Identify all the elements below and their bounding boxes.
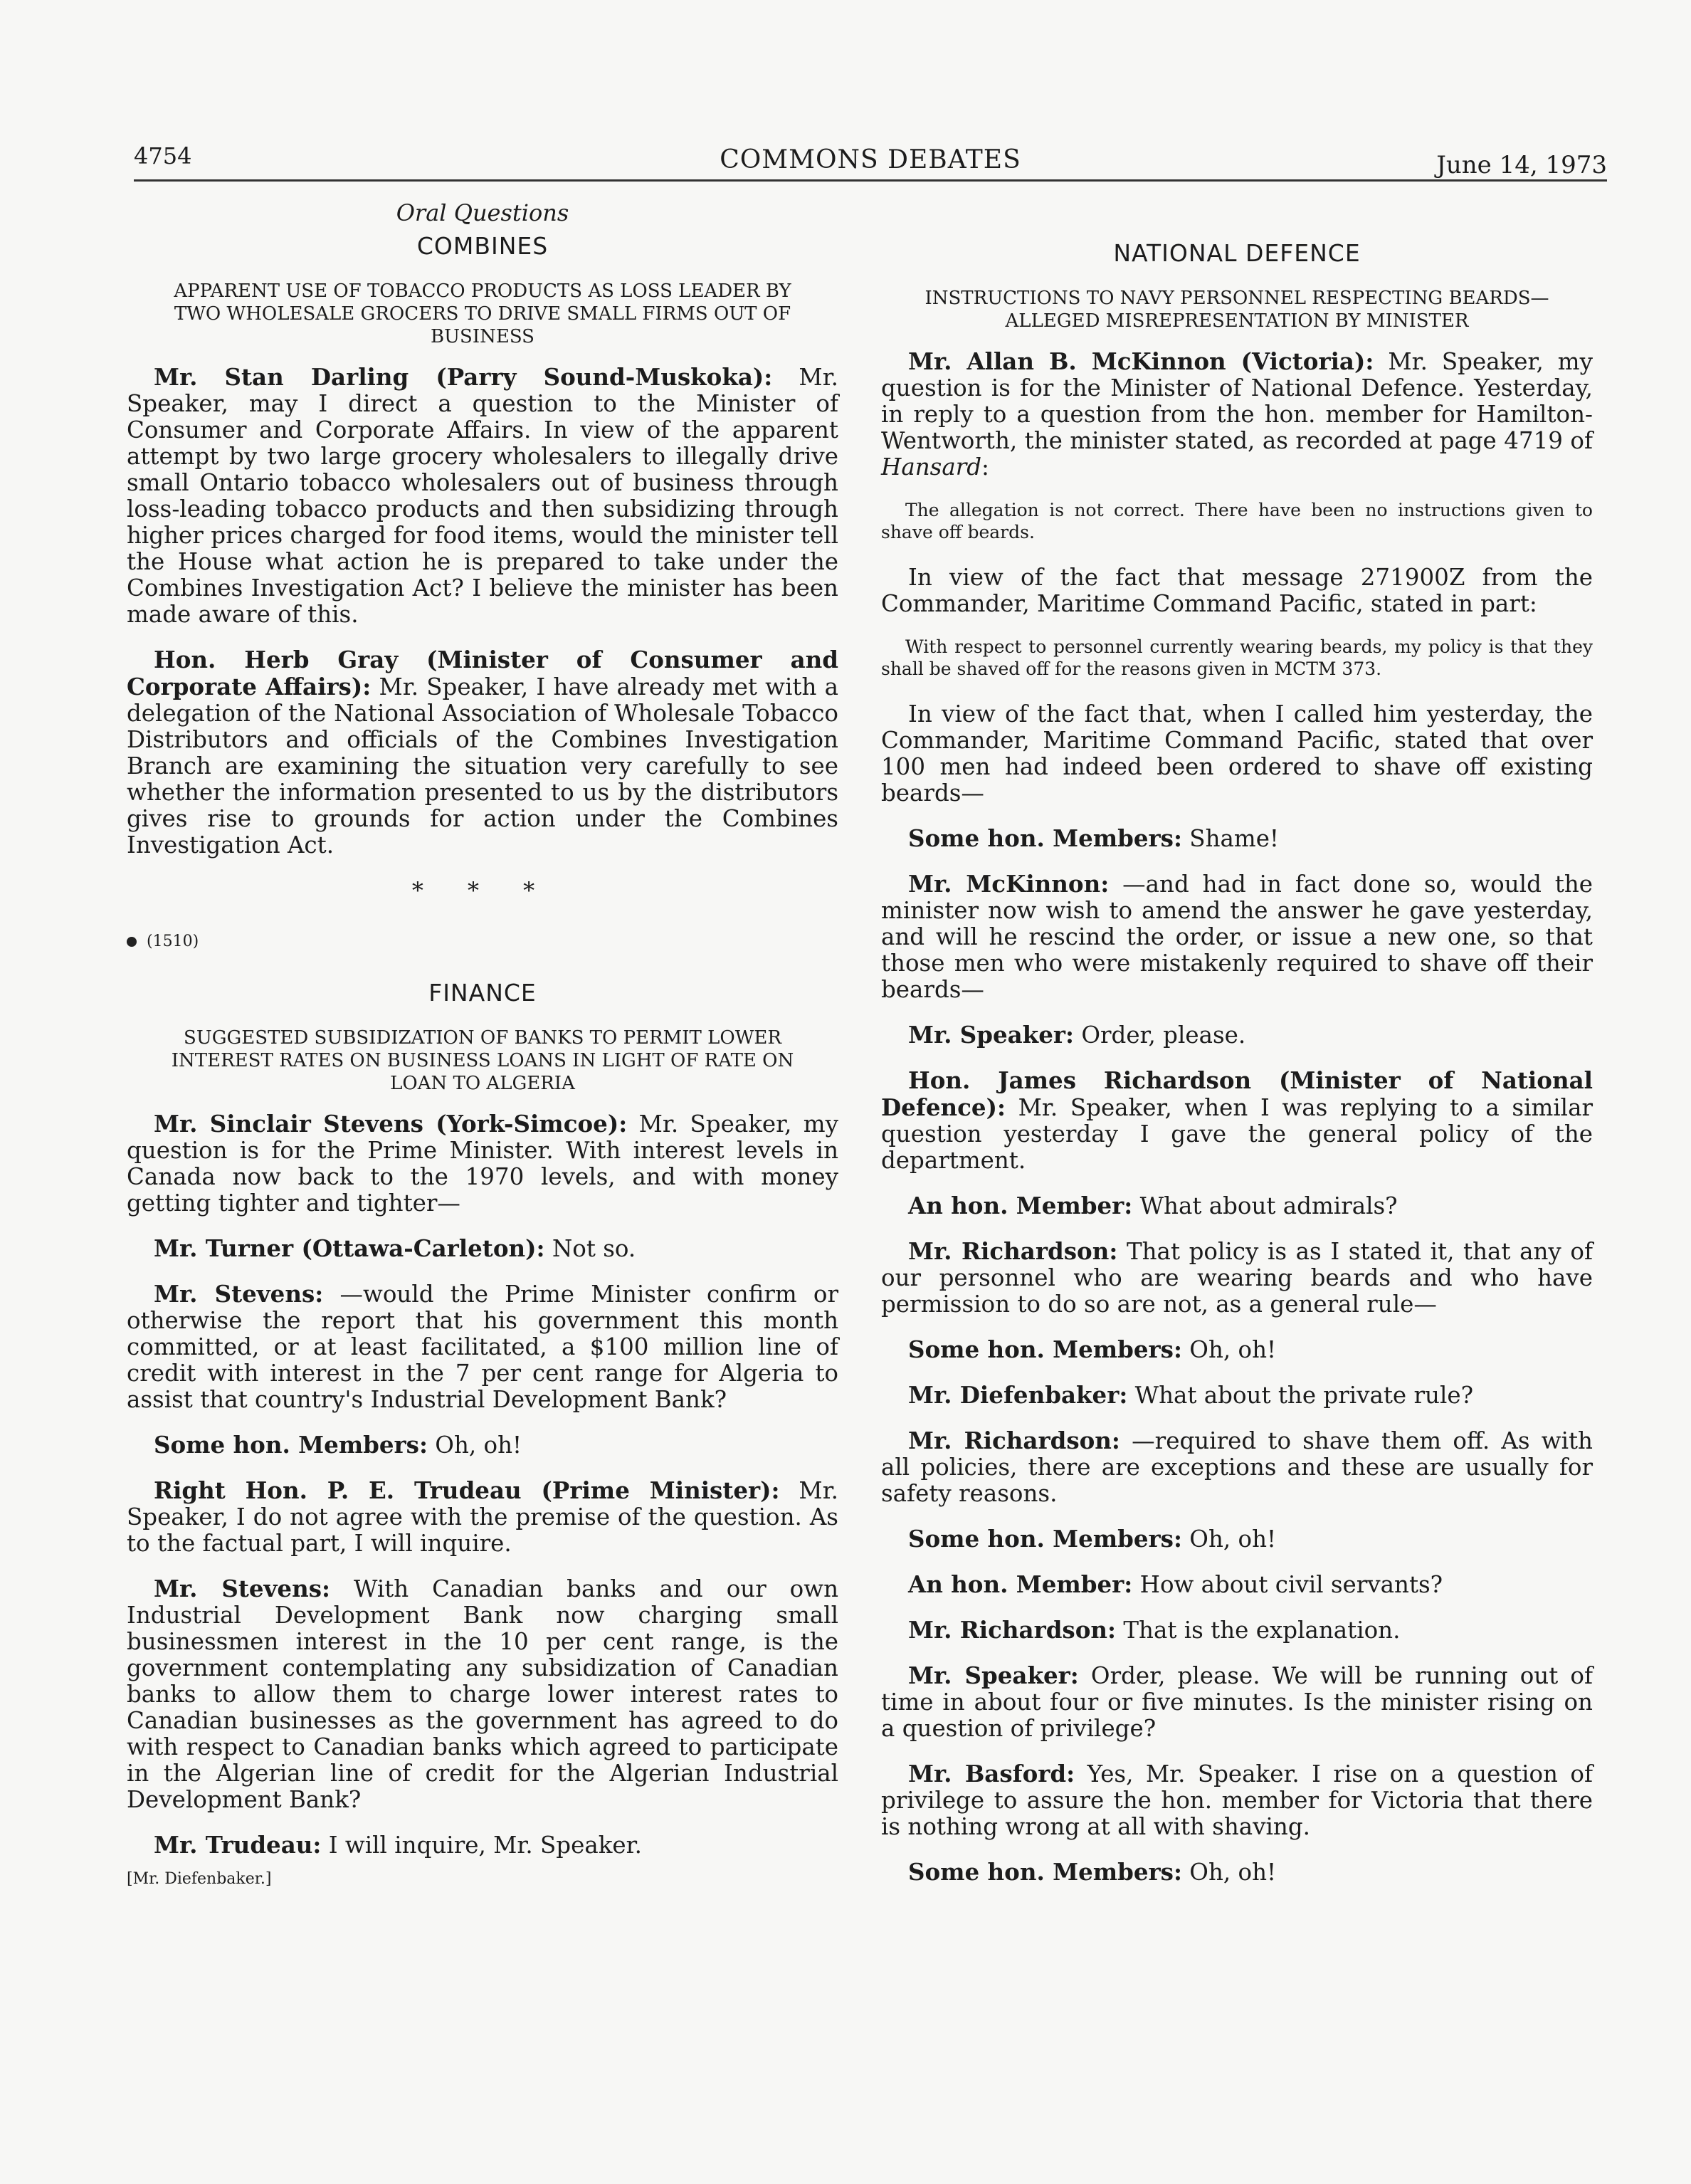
paragraph	[881, 1859, 1593, 1886]
paragraph	[127, 1575, 838, 1813]
paragraph	[127, 364, 838, 628]
speech-text: Yes, Mr. Speaker. I rise on a question of privilege to assure the hon. member for Victoria that there is nothing wrong at all with shaving.	[881, 1760, 1593, 1840]
speaker-name: Some hon. Members:	[908, 824, 1182, 852]
publication-date: June 14, 1973	[1436, 151, 1607, 179]
speaker-name: Mr. Turner (Ottawa-Carleton):	[154, 1234, 545, 1262]
speaker-name: Mr. Trudeau:	[154, 1831, 322, 1859]
paragraph	[127, 1832, 838, 1859]
speaker-name: Some hon. Members:	[908, 1335, 1182, 1363]
paragraph	[881, 1617, 1593, 1644]
speech-text: Mr. Speaker, I have already met with a delegation of the National Association of Wholesale Tobacco Distributors and officials of the Combines Investigation Branch are examining the situation very carefully to see whether the information presented to us by the distributors gives rise to grounds for action under the Combines Investigation Act.	[127, 673, 838, 859]
speech-text: Mr. Speaker, I do not agree with the premise of the question. As to the factual part, I will inquire.	[127, 1477, 838, 1557]
speaker-name: Mr. Richardson:	[908, 1427, 1120, 1454]
speaker-name: Some hon. Members:	[908, 1858, 1182, 1886]
paragraph	[127, 1235, 838, 1262]
combines-subheading: APPARENT USE OF TOBACCO PRODUCTS AS LOSS LEADER BY TWO WHOLESALE GROCERS TO DRIVE SMALL FIRMS OUT OF BUSINESS	[174, 280, 791, 347]
speech-text: —and had in fact done so, would the minister now wish to amend the answer he gave yesterday, and will he rescind the order, or issue a new one, so that those men who were mistakenly required to shave off their beards—	[881, 871, 1593, 1003]
section-label: Oral Questions	[396, 199, 569, 226]
paragraph	[127, 1432, 838, 1459]
block-quote: With respect to personnel currently wearing beards, my policy is that they shall be shaved off for the reasons given in MCTM 373.	[881, 636, 1593, 679]
paragraph	[881, 1526, 1593, 1553]
paragraph	[127, 646, 838, 859]
page-number: 4754	[134, 142, 192, 169]
speech-text: That policy is as I stated it, that any of our personnel who are wearing beards and who have permission to do so are not, as a general rule—	[881, 1238, 1593, 1318]
page-header	[134, 142, 1607, 182]
speaker-name: Right Hon. P. E. Trudeau (Prime Minister):	[154, 1476, 780, 1504]
paragraph	[881, 1192, 1593, 1219]
section-separator: * * *	[411, 877, 554, 904]
speech-text: How about civil servants?	[1132, 1571, 1443, 1598]
paragraph	[127, 1281, 838, 1413]
paragraph	[881, 825, 1593, 852]
speech-text: Shame!	[1181, 825, 1279, 852]
speaker-name: An hon. Member:	[908, 1570, 1133, 1598]
paragraph	[127, 1477, 838, 1557]
speaker-name: An hon. Member:	[908, 1192, 1133, 1219]
speaker-name: Mr. Richardson:	[908, 1237, 1118, 1265]
speaker-name: Mr. Speaker:	[908, 1661, 1079, 1689]
speaker-name: Mr. Allan B. McKinnon (Victoria):	[908, 347, 1374, 375]
speech-text: With Canadian banks and our own Industrial Development Bank now charging small businessmen interest in the 10 per cent range, is the government contemplating any subsidization of Canadian banks to allow them to charge lower interest rates to Canadian businesses as the government has agreed to do with respect to Canadian banks which agreed to participate in the Algerian line of credit for the Algerian Industrial Development Bank?	[127, 1575, 839, 1813]
speaker-name: Some hon. Members:	[154, 1431, 428, 1459]
speaker-name: Mr. Basford:	[908, 1760, 1075, 1787]
publication-title: COMMONS DEBATES	[720, 145, 1021, 174]
speech-text: —required to shave them off. As with all policies, there are exceptions and these are usually for safety reasons.	[881, 1427, 1593, 1507]
speech-text: Oh, oh!	[1181, 1859, 1277, 1886]
speech-text: Not so.	[544, 1235, 636, 1262]
speech-text: That is the explanation.	[1116, 1617, 1401, 1644]
speaker-name: Mr. Stevens:	[154, 1280, 324, 1308]
finance-subheading: SUGGESTED SUBSIDIZATION OF BANKS TO PERMIT LOWER INTEREST RATES ON BUSINESS LOANS IN LIGHT OF RATE ON LOAN TO ALGERIA	[171, 1027, 794, 1094]
paragraph	[881, 1238, 1593, 1318]
speech-text: What about the private rule?	[1127, 1382, 1474, 1409]
speaker-name: Mr. Diefenbaker:	[908, 1381, 1128, 1409]
speech-text: —would the Prime Minister confirm or otherwise the report that his government this month committed, or at least facilitated, a $100 million line of credit with interest in the 7 per cent range for Algeria to assist that country's Industrial Development Bank?	[127, 1281, 838, 1413]
paragraph: In view of the fact that message 271900Z from the Commander, Maritime Command Pacific, stated in part:	[881, 564, 1593, 617]
right-column	[881, 196, 1593, 1904]
hansard-italic: Hansard	[881, 453, 982, 481]
speaker-name: Mr. Richardson:	[908, 1616, 1117, 1644]
speech-text: Order, please.	[1074, 1022, 1246, 1049]
paragraph	[127, 1111, 838, 1217]
block-quote: The allegation is not correct. There have been no instructions given to shave off beards.	[881, 500, 1593, 542]
speech-text: I will inquire, Mr. Speaker.	[321, 1832, 642, 1859]
paragraph	[881, 1760, 1593, 1840]
speech-text: Mr. Speaker, may I direct a question to the Minister of Consumer and Corporate Affairs. In view of the apparent attempt by two large grocery wholesalers to illegally drive small Ontario tobacco wholesalers out of business through loss-leading tobacco products and then subsidizing through higher prices charged for food items, would the minister tell the House what action he is prepared to take under the Combines Investigation Act? I believe the minister has been made aware of this.	[127, 364, 838, 628]
speech-text: Mr. Speaker, my question is for the Minister of National Defence. Yesterday, in reply to a question from the hon. member for Hamilton-Wentworth, the minister stated, as recorded at page 4719 of	[881, 348, 1593, 454]
combines-heading: COMBINES	[416, 232, 549, 260]
paragraph	[881, 1382, 1593, 1409]
paragraph	[881, 1022, 1593, 1049]
speaker-name: Hon. James Richardson (Minister of National Defence):	[881, 1066, 1593, 1121]
speech-text: Oh, oh!	[1181, 1336, 1277, 1363]
national-defence-subheading: INSTRUCTIONS TO NAVY PERSONNEL RESPECTING BEARDS—ALLEGED MISREPRESENTATION BY MINISTER	[924, 288, 1549, 332]
speech-text-end: :	[981, 453, 989, 481]
speech-text: Mr. Speaker, my question is for the Prime Minister. With interest levels in Canada now back to the 1970 levels, and with money getting tighter and tighter—	[127, 1111, 838, 1217]
paragraph	[881, 871, 1593, 1003]
paragraph: In view of the fact that, when I called him yesterday, the Commander, Maritime Command Pacific, stated that over 100 men had indeed been ordered to shave off existing beards—	[881, 700, 1593, 807]
national-defence-heading: NATIONAL DEFENCE	[1113, 239, 1361, 267]
time-marker	[127, 933, 838, 950]
speech-text: Mr. Speaker, when I was replying to a similar question yesterday I gave the general policy of the department.	[881, 1094, 1593, 1174]
paragraph	[881, 1067, 1593, 1174]
speaker-name: Mr. McKinnon:	[908, 870, 1110, 898]
speech-text: Order, please. We will be running out of time in about four or five minutes. Is the minister rising on a question of privilege?	[881, 1662, 1593, 1742]
speech-text: What about admirals?	[1132, 1192, 1398, 1219]
left-column	[127, 196, 838, 1888]
time-marker-text: (1510)	[147, 933, 199, 950]
speaker-name: Hon. Herb Gray (Minister of Consumer and Corporate Affairs):	[127, 646, 838, 700]
paragraph	[881, 1662, 1593, 1742]
speaker-name: Mr. Stevens:	[154, 1575, 331, 1602]
paragraph	[881, 1427, 1593, 1507]
speaker-name: Mr. Speaker:	[908, 1021, 1074, 1049]
paragraph	[881, 1571, 1593, 1598]
speaker-name: Some hon. Members:	[908, 1525, 1182, 1553]
bullet-icon	[127, 937, 137, 947]
speech-text: Oh, oh!	[427, 1432, 522, 1459]
paragraph	[881, 348, 1593, 481]
speaker-name: Mr. Sinclair Stevens (York-Simcoe):	[154, 1110, 628, 1138]
finance-heading: FINANCE	[428, 979, 537, 1007]
paragraph	[881, 1336, 1593, 1363]
speech-text: Oh, oh!	[1181, 1526, 1277, 1553]
footnote: [Mr. Diefenbaker.]	[127, 1870, 272, 1888]
speaker-name: Mr. Stan Darling (Parry Sound-Muskoka):	[154, 363, 773, 391]
